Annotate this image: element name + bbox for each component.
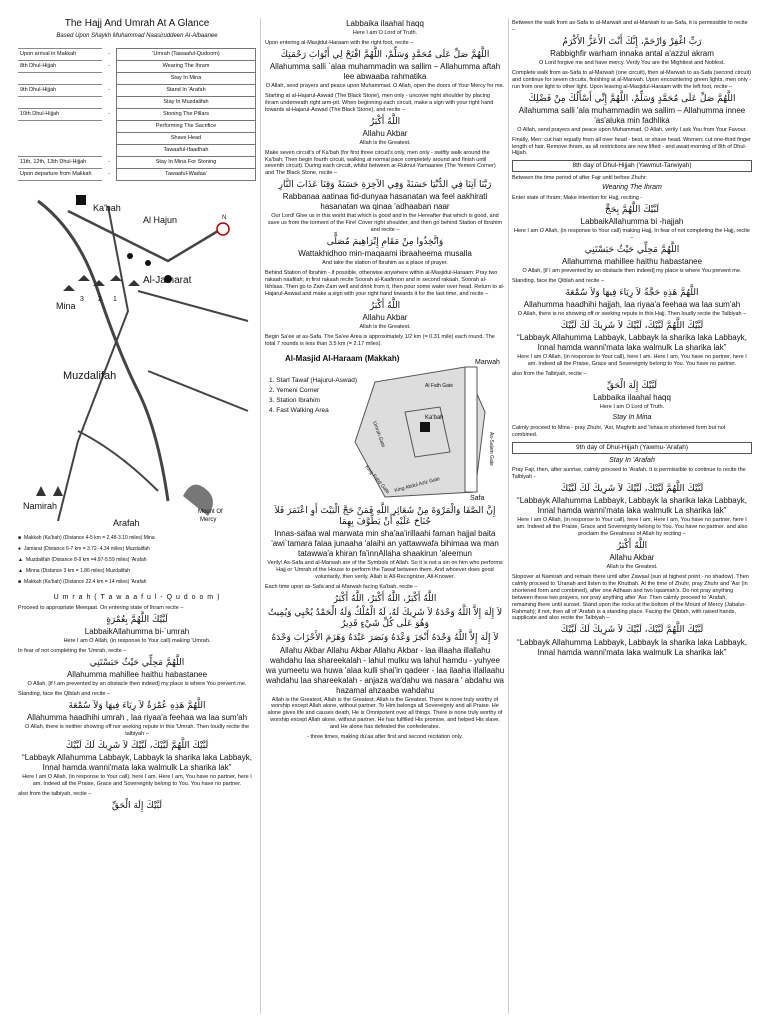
schedule-row — [18, 97, 256, 109]
route-map — [18, 191, 256, 531]
schedule-row — [18, 61, 256, 73]
arabic-text: لاَ إِلَهَ إِلاَّ اللَّهُ وَحْدَهُ لاَ شَرِيكَ لَهُ، لَهُ الْمُلْكُ وَلَهُ الْحَمْدُ يُحْيِي وَيُمِيتُ وَهُوَ عَلَى كُلِّ شَيْءٍ قَدِيرٌ — [267, 607, 503, 629]
arabic-text: اللَّهُ أَكْبَرُ — [369, 300, 401, 311]
map-label-namirah: Namirah — [23, 501, 58, 511]
paragraph: Standing, face the Qiblah and recite – — [18, 690, 111, 697]
arabic-text: لَبَّيْكَ اللَّهُمَّ لَبَّيْكَ، لَبَّيْكَ لاَ شَرِيكَ لَكَ لَبَّيْكَ — [65, 740, 209, 751]
gate-label: As-Salam Gate — [488, 431, 494, 466]
schedule-table — [18, 48, 256, 181]
paragraph: Complete walk from as-Safa to al-Marwah (one circuit), then al-Marwah to as-Safa (second circuit) and continue for seven circuits, finishing at al-Marwah. Upon encountering green lights, men only - run from one light to other light. Upon leaving al-Masjidul-Haraam with the left foot, recite – — [512, 69, 752, 90]
arabic-text: اللَّهُمَّ مَحِلِّي حَيْثُ حَبَسْتَنِي — [89, 657, 185, 668]
translation: O Allah, send prayers and peace upon Muhammad. O Allah, open the doors of Your Mercy for me. — [265, 83, 505, 89]
arabic-text: اللَّهُ أَكْبَرُ — [616, 541, 648, 551]
mosque-diagram — [265, 352, 505, 502]
mosque-step: 4. Fast Walking Area — [269, 406, 329, 414]
paragraph: In fear of not completing the 'Umrah, recite – — [18, 647, 127, 654]
transliteration: Allahumma salli 'ala muhammadin wa sallim – Allahumma innee 'as'aluka min fadhlika — [518, 105, 746, 125]
paragraph: Calmly proceed to Mina - pray Zhuhr, 'Asr, Maghrib and 'Ishaa in shortened form but not combined. — [512, 424, 726, 438]
arabic-text: لَبَّيْكَ اللَّهُمَّ بِعُمْرَةٍ — [106, 614, 168, 625]
jamarat-icon: ● — [18, 546, 22, 553]
arabic-text: لَبَّيْكَ اللَّهُمَّ لَبَّيْكَ، لَبَّيْكَ لاَ شَرِيكَ لَكَ لَبَّيْكَ — [560, 484, 704, 495]
route-map-svg — [18, 191, 256, 531]
schedule-row — [18, 145, 256, 157]
schedule-action: Performing The Sacrifice — [117, 121, 256, 133]
column-1 — [18, 18, 256, 1014]
page-subtitle: Based Upon Shaykh Muhammad Naasiruddeen Al-Albaanee — [56, 32, 218, 39]
transliteration: “Labbayk Allahumma Labbayk, Labbayk la sharika laka Labbayk, Innal hamda wanni'mata laka walmulk La sharika lak” — [517, 637, 747, 657]
map-label-mercy: Mercy — [200, 517, 217, 523]
schedule-dash — [102, 73, 117, 85]
translation: Our Lord! Give us in this world that which is good and in the Hereafter that which is good, and save us from the torment of the Fire! Cover right shoulder, and then go behind Station of Ibrahim and recite – — [267, 213, 503, 234]
subheading: Stay In Mina — [612, 414, 652, 421]
column-2 — [265, 18, 505, 1014]
translation: Here I am O Allah, (in response to Your call), here I am. Here I am, You have no partner, here I am. Indeed all the Praise, Grace and Sovereignty belong to You. You have no partner. and also proclaim the Greatness of Allah by reciting – — [516, 517, 748, 538]
schedule-dash: - — [108, 63, 110, 70]
schedule-day: 10th Dhul-Hijjah — [18, 109, 102, 121]
mosque-steps — [269, 377, 357, 414]
paragraph: Stopover at Namirah and remain there until after Zawaal (sun at highest point - no shadow). Then calmly proceed to 'Uranah and listen to the Khutbah. At the time of Zhuhr, pray Zhuhr and 'Asr (in shortened form and combined), after one Adhaan and two Iqaamah's. Do not pray anything between these two prayers, nor pray anything after 'Asr. Then calmly proceed to 'Arafah, remaining there until sunset. Stand upon the rocks at the bottom of the Mount of Mercy (Jabalur-Rahmah); if not, then all of 'Arafah is a standing place. Facing the Qiblah, with raised hands, supplicate and also recite the Talbiyah – — [512, 574, 749, 622]
translation: Here I am O Allah, (in response to Your call), here I am. Here I am, You have no partner, here I am. Indeed all the Praise, Grace and Sovereignty belong to You. You have no partner. — [517, 354, 747, 368]
schedule-dash: - — [108, 111, 110, 118]
schedule-day — [18, 133, 102, 145]
map-label-mount: Mount Of — [198, 509, 223, 515]
arabic-text: لَبَّيْكَ إِلَهَ الْحَقِّ — [606, 380, 658, 391]
arabic-text: لَبَّيْكَ إِلَهَ الْحَقِّ — [111, 800, 163, 811]
mosque-title: Al-Masjid Al-Haraam (Makkah) — [285, 353, 400, 363]
north-label: N — [222, 215, 227, 221]
map-label-mina: Mina — [56, 301, 76, 311]
schedule-row — [18, 109, 256, 121]
safa-label: Safa — [470, 494, 485, 502]
schedule-row — [18, 85, 256, 97]
legend-row: ● Jamarat (Distance 6-7 km = 3.72- 4.34 miles) Muzdalifah — [18, 546, 150, 553]
transliteration: LabbaikAllahumma bi -hajjah — [580, 217, 684, 227]
schedule-row — [18, 121, 256, 133]
schedule-dash — [102, 121, 117, 133]
transliteration: “Labbayk Allahumma Labbayk, Labbayk la sharika laka Labbayk, Innal hamda wanni'mata laka walmulk La sharika lak” — [517, 496, 747, 516]
kabah-icon: ■ — [18, 535, 22, 542]
schedule-dash: - — [108, 51, 110, 58]
schedule-action: Tawaaful-Wadaa' — [117, 169, 256, 181]
translation: Allah is the Greatest. — [606, 564, 658, 571]
arabic-text: إِنَّ الصَّفَا وَالْمَرْوَةَ مِنْ شَعَائِرِ اللَّهِ فَمَنْ حَجَّ الْبَيْتَ أَوِ اعْتَمَرَ فَلاَ جُنَاحَ عَلَيْهِ أَنْ يَطَّوَّفَ بِهِمَا — [274, 505, 496, 527]
arabic-text: اللَّهُمَّ صَلِّ عَلَى مُحَمَّدٍ وَسَلِّمْ، اللَّهُمَّ افْتَحْ لِي أَبْوَابَ رَحْمَتِكَ — [280, 49, 490, 60]
schedule-day: 9th Dhul-Hijjah — [18, 85, 102, 97]
translation: Here I am O Lord of Truth. — [599, 404, 665, 411]
kabah-icon: ■ — [18, 579, 22, 586]
kabah-marker-icon — [76, 195, 86, 205]
column-divider — [260, 18, 261, 1014]
transliteration: Allahu Akbar — [609, 553, 655, 563]
translation: O Lord forgive me and have mercy. Verily You are the Mightiest and Noblest. — [538, 60, 726, 66]
paragraph: Enter state of Ihram; Make intention for Hajj, reciting - — [512, 195, 643, 201]
arabic-text: اللَّهُ أَكْبَرُ، اللَّهُ أَكْبَرُ، اللَّهُ أَكْبَرُ — [333, 593, 437, 604]
paragraph: Each time upon as-Safa and al-Marwah facing Ka'bah, recite – — [265, 583, 418, 590]
schedule-dash: - — [108, 87, 110, 94]
map-number-1: 1 — [113, 296, 117, 303]
legend-row: ▲ Muzdalifah (Distance 8-9 km =4.97-5.59 miles) 'Arafah — [18, 557, 147, 564]
schedule-action: Stay In Mina — [117, 73, 256, 85]
mosque-step: 1. Start Tawaf (Hajurul-Aswad) — [269, 376, 358, 384]
transliteration: Labbaika ilaahal haqq — [346, 19, 424, 28]
column-divider — [508, 18, 509, 1014]
schedule-dash: - — [108, 171, 110, 178]
schedule-row — [18, 157, 256, 169]
schedule-action: 'Umrah (Tawaaful-Qudoom) — [117, 49, 256, 61]
transliteration: “Labbayk Allahumma Labbayk, Labbayk la sharika laka Labbayk, Innal hamda wanni'mata laka walmulk La sharika lak” — [22, 752, 252, 772]
arabic-text: لَبَّيْكَ اللَّهُمَّ بِحَجٍّ — [605, 204, 659, 215]
arabic-text: لَبَّيْكَ اللَّهُمَّ لَبَّيْكَ، لَبَّيْكَ لاَ شَرِيكَ لَكَ لَبَّيْكَ — [560, 625, 704, 636]
map-number-2: 2 — [98, 296, 102, 303]
transliteration: Allahumma haadhihi umrah , laa riyaa'a feehaa wa laa sum'ah — [26, 712, 248, 722]
map-label-arafah: Arafah — [113, 518, 140, 528]
translation: O Allah, there is no showing off or seeking repute in this Hajj. Then loudly recite the Talbiyah – — [517, 311, 747, 318]
translation: Verily! As-Safa and al-Marwah are of the Symbols of Allah. So it is not a sin on him who performs Hajj or 'Umrah of the House to perform the Tawaf between them. And whoever does good voluntarily, then verily, Allah is All-Recognizer, All-Knower. — [267, 560, 503, 580]
transliteration: Allahu Akbar — [362, 312, 408, 322]
translation: - three times, making du'aa after first and second recitation only. — [307, 733, 463, 740]
translation: Here I am O Allah, (in response to Your call) making Hajj. In fear of not completing the Hajj, recite – — [513, 228, 750, 241]
schedule-dash — [102, 145, 117, 157]
schedule-dash — [102, 133, 117, 145]
gate-label: Al Fath Gate — [425, 382, 454, 389]
paragraph: Finally, Men: cut hair equally from all over head - best, or shave head. Women: cut one-third finger length of hair. Remove ihram, as all restrictions are now lifted - and await morning of 8th of Dhul-Hijjah. — [512, 136, 751, 157]
paragraph: Between the walk from as-Safa to al-Marwah and al-Marwah to as-Safa, it is permissible to recite – — [512, 20, 748, 33]
map-label-jamarat: Al-Jamarat — [143, 275, 192, 286]
transliteration: Allahumma mahillee haithu habastanee — [561, 257, 703, 267]
schedule-action: Stay In Muzdalifah — [117, 97, 256, 109]
transliteration: Allahu Akbar Allahu Akbar Allahu Akbar - laa illaaha illallahu wahdahu laa shareekalah - lahul mulku wa lahul hamdu - yuhyee wa yumeetu wa huwa 'alaa kulli shai'in qadeer - laa ilaaha illallaahu wahdahu laa shareekalah - anjaza wa'dahu wa nasara ' abdahu wa hazamal ahzaaba wahdahu — [265, 645, 505, 695]
tent-icon: ▲ — [18, 568, 23, 575]
translation: Allah is the Greatest. — [359, 139, 411, 146]
transliteration: Labbaika ilaahal haqq — [593, 393, 671, 403]
map-label-muzdalifah: Muzdalifah — [63, 370, 117, 382]
gate-label: Umrah Gate — [371, 420, 387, 448]
translation: O Allah, [if I am prevented by an obstacle then indeed] my place is where You prevent me. — [27, 680, 247, 687]
tent-icons — [36, 275, 140, 496]
schedule-day: 8th Dhul-Hijjah — [18, 61, 102, 73]
schedule-action: Stoning The Pillars — [117, 109, 256, 121]
transliteration: “Labbayk Allahumma Labbayk, Labbayk la sharika laka Labbayk, Innal hamda wanni'mata laka walmulk La sharika lak” — [517, 333, 747, 353]
transliteration: Allahu Akbar — [362, 128, 408, 138]
subheading: Stay In 'Arafah — [609, 456, 655, 464]
legend-row: ■ Makkah (Ka'bah) (Distance 4-5 km = 2.48-3.10 miles) Mina — [18, 535, 155, 542]
mosque-step: 3. Station Ibrahim — [269, 396, 320, 404]
map-legend — [18, 533, 256, 588]
arabic-text: رَبِّ اغْفِرْ وَارْحَمْ، إِنَّكَ أَنْتَ الأَعَزُّ الأَكْرَمُ — [562, 36, 702, 47]
schedule-dash: - — [108, 159, 110, 166]
schedule-day: 11th, 12th, 13th Dhul-Hijjah — [18, 157, 102, 169]
mosque-step: 2. Yemeni Corner — [269, 386, 320, 394]
schedule-action: Stand In 'Arafah — [117, 85, 256, 97]
legend-row: ■ Makkah (Ka'bah) (Distance 22.4 km = 14 miles) 'Arafah — [18, 579, 147, 586]
paragraph: Behind Station of Ibrahim - if possible, otherwise anywhere within al-Masjidul-Haraam: Pray two rakaah naafilah; in first rakaah recite Soorah al-Kaafiroon and in second rakaah, Soorah al-Ikhlaas. Then go to Zam-Zam well and drink from it, then pour some water over head. Return to al-Hajarul-Aswad and make a sign with your right hand towards it for the last time, and recite – — [265, 270, 505, 297]
map-label-kabah: Ka'bah — [93, 203, 121, 213]
compass-icon — [217, 223, 229, 235]
page-title: The Hajj And Umrah At A Glance — [64, 18, 210, 29]
paragraph: Upon entering al-Masjidul-Haraam with the right foot, recite – — [265, 39, 414, 46]
schedule-day — [18, 121, 102, 133]
translation: Here I am O Allah, (in response to Your call) making 'Umrah. — [63, 637, 211, 644]
day-9-heading: 9th day of Dhul-Hijjah (Yawmu-'Arafah) — [512, 442, 752, 454]
marwah-label: Marwah — [475, 358, 500, 366]
mosque-kabah-label: Ka'bah — [425, 414, 444, 421]
paragraph: also from the Talbiyah, recite – — [512, 371, 587, 377]
transliteration: Rabbighfir warham innaka antal a'azzul akram — [550, 49, 714, 58]
schedule-day — [18, 73, 102, 85]
arabic-text: اللَّهُمَّ هَذِهِ عُمْرَةٌ لاَ رِيَاءَ فِيهَا وَلاَ سُمْعَةَ — [68, 700, 206, 711]
gate-label: King Fahd Gate — [363, 463, 391, 495]
schedule-day: Upon departure from Makkah — [18, 169, 102, 181]
arabic-text: اللَّهُمَّ هَذِهِ حَجَّةٌ لاَ رِيَاءَ فِيهَا وَلاَ سُمْعَةَ — [565, 287, 699, 298]
schedule-row — [18, 169, 256, 181]
column-3 — [512, 18, 752, 1014]
translation: And take the station of Ibrahim as a place of prayer. — [322, 260, 448, 267]
paragraph: Pray Fajr, then, after sunrise, calmly proceed to 'Arafah. It is permissible to continue to recite the Talbiyah - — [512, 467, 746, 481]
arabic-text: وَاتَّخِذُوا مِنْ مَقَامِ إِبْرَاهِيمَ مُصَلًّى — [326, 237, 444, 247]
arabic-text: رَبَّنَا آتِنَا فِي الدُّنْيَا حَسَنَةً وَفِي الآخِرَةِ حَسَنَةً وَقِنَا عَذَابَ النَّارِ — [278, 180, 492, 191]
schedule-action: Tawaaful-Ifaadhah — [117, 145, 256, 157]
transliteration: Rabbanaa aatinaa fid-dunyaa hasanatan wa feel aakhirati hasanatan wa qinaa 'adhaaban naar — [282, 192, 488, 212]
schedule-row — [18, 49, 256, 61]
translation: O Allah, there is neither showing off nor seeking repute in this 'Umrah. Then loudly recite the talbiyah – — [24, 723, 250, 737]
translation: Here I am O Lord of Truth. — [352, 30, 418, 36]
paragraph: Make seven circuit's of Ka'bah (for first three circuit's only, men only - swiftly walk around the Ka'bah; Then begin fourth circuit, walking at normal pace completely around and finish until seventh circuit). During each circuit, whilst between ar-Ruknul-Yamaanee (The Yemeni Corner) and The Black Stone, recite – — [265, 149, 496, 177]
schedule-day — [18, 145, 102, 157]
transliteration: Allahumma salli `alaa muhammadin wa sallim – Allahumma aftah lee abwaaba rahmatika — [269, 62, 501, 81]
gate-label: King Abdul Aziz Gate — [393, 475, 441, 494]
schedule-action: Shave Head — [117, 133, 256, 145]
day-8-heading: 8th day of Dhul-Hijjah (Yawmut-Tarwiyah) — [512, 160, 752, 172]
transliteration: LabbaikAllahumma bi-`umrah — [84, 626, 190, 636]
transliteration: Wattakhidhoo min-maqaami ibraaheema musalla — [298, 249, 472, 259]
transliteration: Allahumma mahillee haithu habastanee — [66, 669, 208, 679]
paragraph: Starting at al-Hajarul-Aswad (The Black Stone), men only - uncover right shoulder by placing ihram underneath right arm-pit. When beginning each circuit, make a sign with your right hand towards al-Hajarul-Aswad (The Black Stone), and recite – — [265, 92, 494, 113]
arabic-text: اللَّهُمَّ صَلِّ عَلَى مُحَمَّدٍ وَسَلِّمْ، اللَّهُمَّ إِنِّي أَسْأَلُكَ مِنْ فَضْلِكَ — [528, 93, 736, 104]
paragraph: Between the time period of after Fajr until before Zhuhr: — [512, 175, 648, 182]
translation: Allah is the Greatest, Allah is the Greatest, Allah is the Greatest. There is none truly worthy of worship except Allah alone, without partner. To Him belongs all Sovereignty and all Praise. He alone gives life and causes death, He is Omnipotent over all things. There is none truly worthy of worship except Allah alone, without partner. He has fulfilled His promise, and helped His slave, and He alone has defeated the confederates. — [267, 696, 503, 730]
transliteration: Allahumma haadhihi hajjah, laa riyaa'a feehaa wa laa sum'ah — [523, 300, 741, 310]
paragraph: Begin Sa'ee at as-Safa. The Sa'ee Area is approximately 1/2 km (= 0.31 mile) each round. The total 7 rounds is less than 3.5 km (= 2.17 miles). — [265, 333, 495, 347]
map-number-3: 3 — [80, 296, 84, 303]
translation: O Allah, send prayers and peace upon Muhammad. O Allah, verily I ask You from Your Favour. — [517, 126, 747, 133]
sae-corridor — [465, 367, 477, 492]
subheading: Wearing The Ihram — [602, 184, 662, 192]
arabic-text: اللَّهُ أَكْبَرُ — [369, 116, 401, 127]
schedule-row — [18, 133, 256, 145]
kabah-icon — [420, 422, 430, 432]
section-umrah: U m r a h ( T a w a a f u l - Q u d o o m ) — [53, 594, 221, 601]
map-label-hajun: Al Hajun — [143, 215, 178, 225]
arabic-text: لَبَّيْكَ اللَّهُمَّ لَبَّيْكَ، لَبَّيْكَ لاَ شَرِيكَ لَكَ لَبَّيْكَ — [560, 321, 704, 331]
schedule-row — [18, 73, 256, 85]
translation: Allah is the Greatest. — [359, 323, 411, 330]
paragraph: also from the talbiyah, recite – — [18, 790, 92, 797]
transliteration: Innas-safaa wal marwata min sha'aa'irillaahi faman hajjal baita 'awi`tamara falaa junaaha 'alaihi an yattawwafa bihimaa wa man tatawwa'a khiran fa'innAllaha shaakirun 'aleemun — [271, 529, 499, 558]
schedule-action: Wearing The Ihram — [117, 61, 256, 73]
schedule-dash — [102, 97, 117, 109]
schedule-action: Stay In Mina For Stoning — [117, 157, 256, 169]
arabic-text: لاَ إِلَهَ إِلاَّ اللَّهُ وَحْدَهُ أَنْجَزَ وَعْدَهُ وَنَصَرَ عَبْدَهُ وَهَزَمَ الأَحْزَابَ وَحْدَهُ — [271, 633, 499, 644]
paragraph: Standing, face the Qiblah and recite – — [512, 278, 605, 284]
translation: Here I am O Allah, (in response to Your call), here I am. Here I am, You have no partner, here I am. Indeed all the Praise, Grace and Sovereignty belong to You. You have no partner. — [22, 773, 252, 787]
mosque-diagram-svg — [265, 352, 505, 502]
tent-icon: ▲ — [18, 557, 23, 564]
translation: O Allah, [if I am prevented by an obstacle then indeed] my place is where You prevent me. — [522, 268, 742, 275]
schedule-day: Upon arrival in Makkah — [18, 49, 102, 61]
arabic-text: اللَّهُمَّ مَحِلِّي حَيْثُ حَبَسْتَنِي — [584, 244, 680, 255]
legend-row: ▲ Minna (Distance 3 km = 1.86 miles) Muzdalifah — [18, 568, 131, 575]
paragraph: Proceed to appropriate Meeqaat. On entering state of Ihram recite – — [18, 604, 184, 611]
schedule-day — [18, 97, 102, 109]
